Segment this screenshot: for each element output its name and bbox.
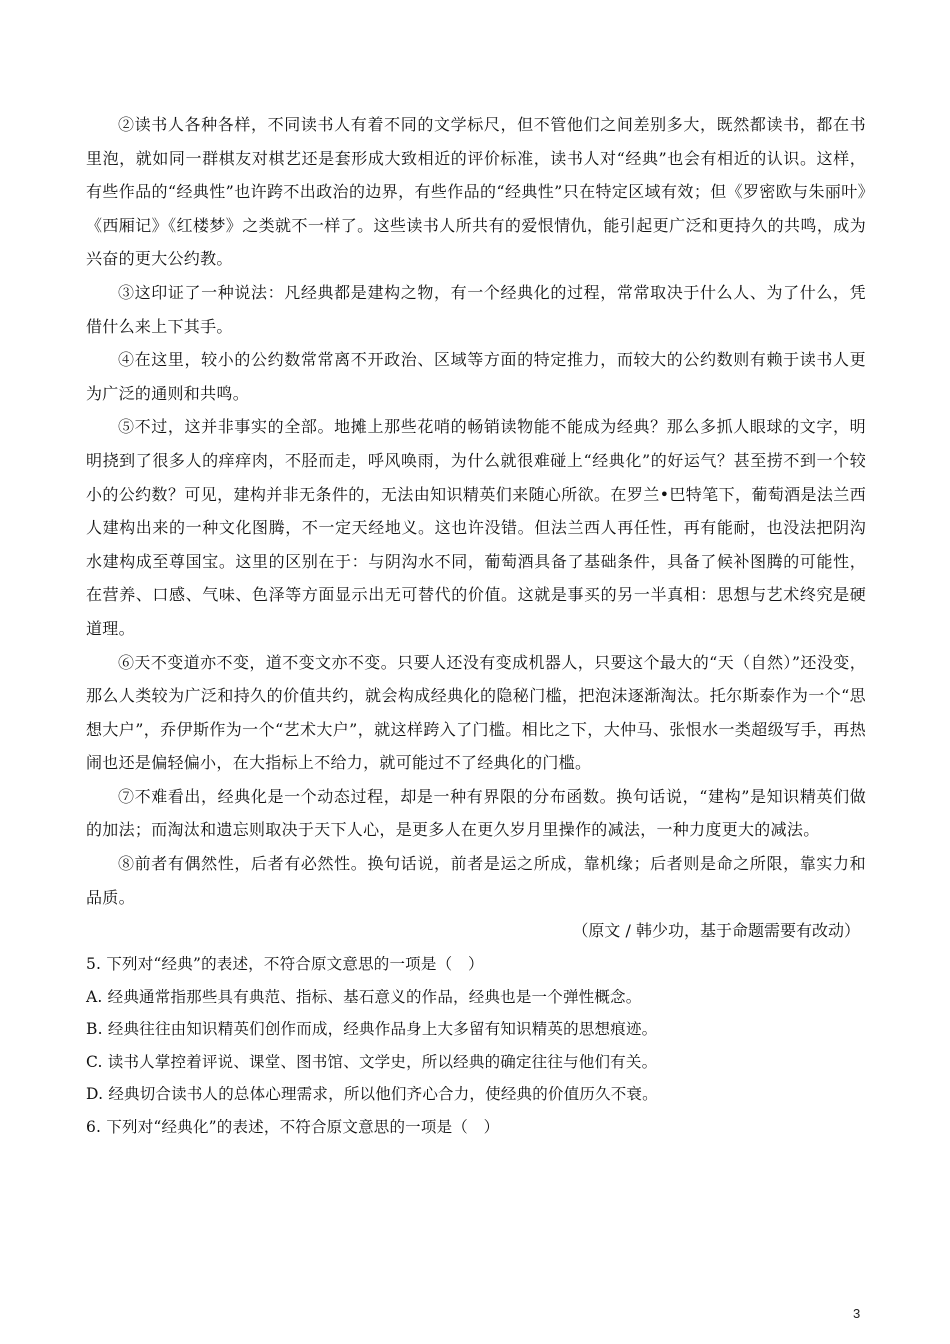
paragraph-6: ⑥天不变道亦不变，道不变文亦不变。只要人还没有变成机器人，只要这个最大的“天（自然）”还没变，那么人类较为广泛和持久的价值共约，就会构成经典化的隐秘门槛，把泡沫逐渐淘汰。托尔斯泰作为一个“思想大户”，乔伊斯作为一个“艺术大户”，就这样跨入了门槛。相比之下，大仲马、张恨水一类超级写手，再热闹也还是偏轻偏小，在大指标上不给力，就可能过不了经典化的门槛。 (86, 652, 866, 773)
paragraph-7: ⑦不难看出，经典化是一个动态过程，却是一种有界限的分布函数。换句话说，“建构”是知识精英们做的加法；而淘汰和遗忘则取决于天下人心，是更多人在更久岁月里操作的减法，一种力度更大的减法。 (86, 786, 866, 840)
question-5-option-c: C. 读书人掌控着评说、课堂、图书馆、文学史，所以经典的确定往往与他们有关。 (86, 1052, 658, 1071)
page-number: 3 (853, 1306, 861, 1321)
document-page (86, 108, 866, 1144)
question-5-option-a: A. 经典通常指那些具有典范、指标、基石意义的作品，经典也是一个弹性概念。 (86, 987, 642, 1006)
paragraph-4: ④在这里，较小的公约数常常离不开政治、区域等方面的特定推力，而较大的公约数则有赖于读书人更为广泛的通则和共鸣。 (86, 350, 866, 403)
source-attribution: （原文 / 韩少功，基于命题需要有改动） (572, 921, 860, 941)
paragraph-2: ②读书人各种各样，不同读书人有着不同的文学标尺，但不管他们之间差别多大，既然都读书，都在书里泡，就如同一群棋友对棋艺还是套形成大致相近的评价标准，读书人对“经典”也会有相近的认识。这样，有些作品的“经典性”也许跨不出政治的边界，有些作品的“经典性”只在特定区域有效；但《罗密欧与朱丽叶》《西厢记》《红楼梦》之类就不一样了。这些读书人所共有的爱恨情仇，能引起更广泛和更持久的共鸣，成为兴奋的更大公约教。 (86, 115, 866, 269)
question-5-option-b: B. 经典往往由知识精英们创作而成，经典作品身上大多留有知识精英的思想痕迹。 (86, 1020, 658, 1039)
paragraph-3: ③这印证了一种说法：凡经典都是建构之物，有一个经典化的过程，常常取决于什么人、为了什么，凭借什么来上下其手。 (86, 282, 866, 336)
question-6-stem: 6. 下列对“经典化”的表述，不符合原文意思的一项是（ ） (86, 1117, 500, 1136)
question-5-stem: 5. 下列对“经典”的表述，不符合原文意思的一项是（ ） (86, 954, 484, 973)
question-5-option-d: D. 经典切合读书人的总体心理需求，所以他们齐心合力，使经典的价值历久不衰。 (86, 1085, 658, 1104)
paragraph-8: ⑧前者有偶然性，后者有必然性。换句话说，前者是运之所成，靠机缘；后者则是命之所限，靠实力和品质。 (86, 854, 866, 907)
paragraph-5: ⑤不过，这并非事实的全部。地摊上那些花哨的畅销读物能不能成为经典？那么多抓人眼球的文字，明明挠到了很多人的痒痒肉，不胫而走，呼风唤雨，为什么就很难碰上“经典化”的好运气？甚至捞不到一个较小的公约数？可见，建构并非无条件的，无法由知识精英们来随心所欲。在罗兰•巴特笔下，葡萄酒是法兰西人建构出来的一种文化图腾，不一定天经地义。这也许没错。但法兰西人再任性，再有能耐，也没法把阴沟水建构成至尊国宝。这里的区别在于：与阴沟水不同，葡萄酒具备了基础条件，具备了候补图腾的可能性，在营养、口感、气味、色泽等方面显示出无可替代的价值。这就是事买的另一半真相：思想与艺术终究是硬道理。 (86, 417, 866, 638)
